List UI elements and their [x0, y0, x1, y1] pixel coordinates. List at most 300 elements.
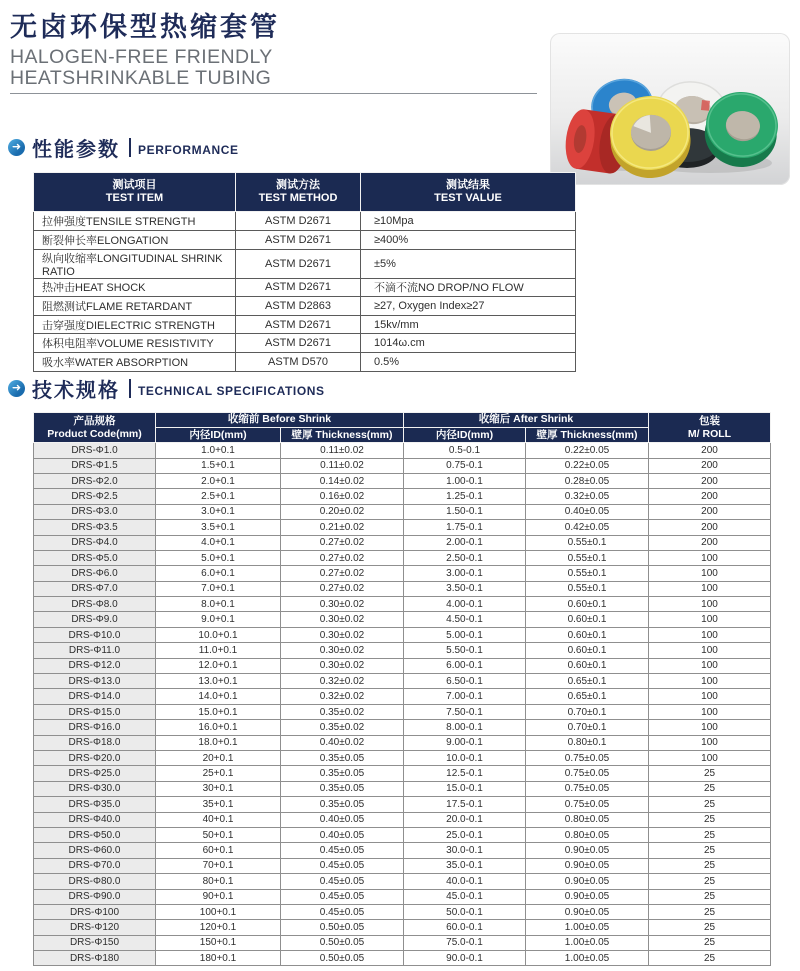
- specification-cell: 30+0.1: [156, 781, 281, 796]
- specification-cell: 2.0+0.1: [156, 473, 281, 488]
- specification-row: [34, 935, 771, 950]
- specification-cell: 200: [649, 458, 771, 473]
- specification-cell: 0.32±0.02: [281, 689, 404, 704]
- performance-row: [34, 278, 576, 297]
- specification-cell: 9.0+0.1: [156, 612, 281, 627]
- specification-cell: 100: [649, 674, 771, 689]
- specification-cell: 0.90±0.05: [526, 874, 649, 889]
- specification-cell: 35.0-0.1: [404, 858, 526, 873]
- specification-row: [34, 658, 771, 673]
- specification-cell: 12.0+0.1: [156, 658, 281, 673]
- specification-cell: 0.40±0.05: [526, 504, 649, 519]
- specification-cell: 100: [649, 597, 771, 612]
- specification-row: [34, 489, 771, 504]
- col-before-thickness: 壁厚 Thickness(mm): [281, 428, 404, 443]
- specification-cell: 200: [649, 504, 771, 519]
- specification-cell: 5.00-0.1: [404, 627, 526, 642]
- performance-cell: ASTM D2863: [236, 297, 361, 316]
- performance-cell: ≥400%: [361, 230, 576, 249]
- specification-cell: 100: [649, 689, 771, 704]
- specification-cell: 25: [649, 874, 771, 889]
- specification-cell: DRS-Φ7.0: [34, 581, 156, 596]
- specification-cell: 0.21±0.02: [281, 520, 404, 535]
- specification-cell: 10.0+0.1: [156, 627, 281, 642]
- col-before-id: 内径ID(mm): [156, 428, 281, 443]
- specification-cell: DRS-Φ15.0: [34, 704, 156, 719]
- specification-cell: DRS-Φ11.0: [34, 643, 156, 658]
- specification-cell: 40+0.1: [156, 812, 281, 827]
- specification-row: [34, 627, 771, 642]
- performance-row: [34, 352, 576, 371]
- specification-cell: DRS-Φ180: [34, 951, 156, 966]
- specification-cell: 14.0+0.1: [156, 689, 281, 704]
- specification-cell: DRS-Φ1.0: [34, 443, 156, 458]
- performance-cell: ≥27, Oxygen Index≥27: [361, 297, 576, 316]
- performance-cell: ASTM D570: [236, 352, 361, 371]
- specification-cell: 0.27±0.02: [281, 550, 404, 565]
- specification-cell: 7.00-0.1: [404, 689, 526, 704]
- specification-cell: 100: [649, 643, 771, 658]
- specification-cell: 200: [649, 443, 771, 458]
- specification-cell: 0.75-0.1: [404, 458, 526, 473]
- performance-table-body: [34, 212, 576, 371]
- specification-cell: 100: [649, 566, 771, 581]
- specification-cell: 0.40±0.02: [281, 735, 404, 750]
- specification-cell: 1.00±0.05: [526, 935, 649, 950]
- specification-cell: 100+0.1: [156, 904, 281, 919]
- specification-row: [34, 797, 771, 812]
- specification-cell: 25: [649, 781, 771, 796]
- specification-cell: 0.70±0.1: [526, 720, 649, 735]
- specification-cell: 0.30±0.02: [281, 627, 404, 642]
- specification-cell: DRS-Φ14.0: [34, 689, 156, 704]
- specification-cell: 100: [649, 550, 771, 565]
- specification-cell: 0.27±0.02: [281, 581, 404, 596]
- specification-row: [34, 535, 771, 550]
- performance-cell: ASTM D2671: [236, 230, 361, 249]
- specification-cell: 100: [649, 627, 771, 642]
- performance-cell: 纵向收缩率LONGITUDINAL SHRINK RATIO: [34, 249, 236, 278]
- performance-section-header: [8, 133, 588, 162]
- specification-cell: DRS-Φ6.0: [34, 566, 156, 581]
- specification-cell: 9.00-0.1: [404, 735, 526, 750]
- specification-cell: 0.35±0.05: [281, 781, 404, 796]
- specification-cell: 25: [649, 843, 771, 858]
- specification-cell: 100: [649, 751, 771, 766]
- specification-row: [34, 735, 771, 750]
- specification-cell: 100: [649, 612, 771, 627]
- performance-cell: 击穿强度DIELECTRIC STRENGTH: [34, 315, 236, 334]
- specification-cell: 11.0+0.1: [156, 643, 281, 658]
- specification-cell: 0.55±0.1: [526, 550, 649, 565]
- specification-cell: 0.35±0.02: [281, 720, 404, 735]
- specification-row: [34, 550, 771, 565]
- specification-cell: 4.00-0.1: [404, 597, 526, 612]
- col-after-id: 内径ID(mm): [404, 428, 526, 443]
- specification-cell: 0.40±0.05: [281, 812, 404, 827]
- specification-row: [34, 581, 771, 596]
- specification-cell: 0.70±0.1: [526, 704, 649, 719]
- specification-cell: 7.0+0.1: [156, 581, 281, 596]
- specification-cell: 50.0-0.1: [404, 904, 526, 919]
- specification-cell: 45.0-0.1: [404, 889, 526, 904]
- specification-row: [34, 720, 771, 735]
- specification-cell: 0.75±0.05: [526, 781, 649, 796]
- col-test-value: 测试结果 TEST VALUE: [361, 173, 576, 212]
- specification-cell: DRS-Φ40.0: [34, 812, 156, 827]
- specification-cell: 90+0.1: [156, 889, 281, 904]
- col-after-thickness: 壁厚 Thickness(mm): [526, 428, 649, 443]
- specification-cell: 1.5+0.1: [156, 458, 281, 473]
- specification-cell: DRS-Φ8.0: [34, 597, 156, 612]
- specification-cell: 0.14±0.02: [281, 473, 404, 488]
- specification-row: [34, 597, 771, 612]
- specification-cell: 10.0-0.1: [404, 751, 526, 766]
- performance-row: [34, 230, 576, 249]
- specification-cell: 0.11±0.02: [281, 458, 404, 473]
- performance-cell: 拉伸强度TENSILE STRENGTH: [34, 212, 236, 231]
- specification-cell: DRS-Φ70.0: [34, 858, 156, 873]
- specifications-table: [33, 412, 771, 966]
- specification-cell: 0.20±0.02: [281, 504, 404, 519]
- specification-cell: 7.50-0.1: [404, 704, 526, 719]
- specification-cell: 0.35±0.05: [281, 797, 404, 812]
- performance-cell: 热冲击HEAT SHOCK: [34, 278, 236, 297]
- page-header: [10, 12, 550, 94]
- specification-cell: 1.0+0.1: [156, 443, 281, 458]
- specification-cell: 0.80±0.05: [526, 827, 649, 842]
- specification-row: [34, 612, 771, 627]
- performance-cell: 断裂伸长率ELONGATION: [34, 230, 236, 249]
- specification-cell: 25.0-0.1: [404, 827, 526, 842]
- specification-row: [34, 458, 771, 473]
- specification-row: [34, 520, 771, 535]
- specifications-table-head: [34, 413, 771, 443]
- specification-row: [34, 566, 771, 581]
- specification-cell: 1.00±0.05: [526, 920, 649, 935]
- performance-cell: ASTM D2671: [236, 249, 361, 278]
- specifications-title-zh: 技术规格: [32, 380, 120, 402]
- specifications-title-en: TECHNICAL SPECIFICATIONS: [138, 383, 325, 398]
- specification-cell: 3.00-0.1: [404, 566, 526, 581]
- specification-cell: DRS-Φ2.0: [34, 473, 156, 488]
- specification-cell: 0.90±0.05: [526, 889, 649, 904]
- specification-cell: DRS-Φ30.0: [34, 781, 156, 796]
- specification-cell: 0.45±0.05: [281, 843, 404, 858]
- performance-row: [34, 249, 576, 278]
- specification-cell: 0.60±0.1: [526, 658, 649, 673]
- specification-cell: 0.90±0.05: [526, 843, 649, 858]
- performance-table-head: [34, 173, 576, 212]
- specification-cell: 0.50±0.05: [281, 935, 404, 950]
- performance-cell: 体积电阻率VOLUME RESISTIVITY: [34, 334, 236, 353]
- specification-cell: 0.60±0.1: [526, 643, 649, 658]
- specification-cell: 0.75±0.05: [526, 797, 649, 812]
- col-group-before-shrink: 收缩前 Before Shrink: [156, 413, 404, 428]
- performance-cell: ≥10Mpa: [361, 212, 576, 231]
- specification-cell: 100: [649, 720, 771, 735]
- specification-cell: 0.60±0.1: [526, 612, 649, 627]
- specification-cell: 60.0-0.1: [404, 920, 526, 935]
- performance-cell: 15kv/mm: [361, 315, 576, 334]
- specification-cell: 0.27±0.02: [281, 566, 404, 581]
- section-title-divider: [129, 138, 131, 157]
- specification-cell: 17.5-0.1: [404, 797, 526, 812]
- specification-cell: 0.30±0.02: [281, 643, 404, 658]
- specification-cell: 150+0.1: [156, 935, 281, 950]
- specification-row: [34, 689, 771, 704]
- specification-cell: 2.5+0.1: [156, 489, 281, 504]
- page-subtitle-line2: HEATSHRINKABLE TUBING: [10, 66, 272, 89]
- specification-cell: 0.65±0.1: [526, 674, 649, 689]
- specification-cell: 100: [649, 704, 771, 719]
- specification-cell: 25+0.1: [156, 766, 281, 781]
- specification-cell: 0.45±0.05: [281, 904, 404, 919]
- performance-section: [8, 133, 588, 372]
- specifications-section-header: [8, 374, 798, 403]
- specification-row: [34, 889, 771, 904]
- specification-cell: 25: [649, 935, 771, 950]
- specification-cell: 70+0.1: [156, 858, 281, 873]
- performance-cell: ±5%: [361, 249, 576, 278]
- specification-cell: 200: [649, 489, 771, 504]
- performance-row: [34, 212, 576, 231]
- specification-cell: 25: [649, 827, 771, 842]
- specification-row: [34, 443, 771, 458]
- specification-cell: 1.00±0.05: [526, 951, 649, 966]
- specification-row: [34, 874, 771, 889]
- specification-cell: 20+0.1: [156, 751, 281, 766]
- performance-title-zh: 性能参数: [32, 139, 120, 161]
- specification-cell: DRS-Φ20.0: [34, 751, 156, 766]
- specification-cell: DRS-Φ4.0: [34, 535, 156, 550]
- specification-cell: 0.35±0.05: [281, 751, 404, 766]
- specification-cell: 0.75±0.05: [526, 751, 649, 766]
- specification-cell: DRS-Φ5.0: [34, 550, 156, 565]
- col-test-item: 测试项目 TEST ITEM: [34, 173, 236, 212]
- specification-cell: 80+0.1: [156, 874, 281, 889]
- performance-row: [34, 297, 576, 316]
- performance-cell: 吸水率WATER ABSORPTION: [34, 352, 236, 371]
- specification-row: [34, 781, 771, 796]
- specification-cell: DRS-Φ3.5: [34, 520, 156, 535]
- col-test-method: 测试方法 TEST METHOD: [236, 173, 361, 212]
- specification-cell: 0.55±0.1: [526, 581, 649, 596]
- specification-cell: 18.0+0.1: [156, 735, 281, 750]
- performance-row: [34, 315, 576, 334]
- section-title-divider: [129, 379, 131, 398]
- specification-cell: DRS-Φ13.0: [34, 674, 156, 689]
- specification-cell: 0.11±0.02: [281, 443, 404, 458]
- performance-cell: 不滴不流NO DROP/NO FLOW: [361, 278, 576, 297]
- arrow-circle-icon: ➜: [8, 380, 25, 397]
- specifications-section: [8, 374, 798, 966]
- specification-cell: 1.00-0.1: [404, 473, 526, 488]
- performance-cell: ASTM D2671: [236, 212, 361, 231]
- specification-cell: 200: [649, 473, 771, 488]
- performance-cell: 1014ω.cm: [361, 334, 576, 353]
- specification-cell: DRS-Φ18.0: [34, 735, 156, 750]
- specification-cell: 0.30±0.02: [281, 658, 404, 673]
- specification-cell: 200: [649, 520, 771, 535]
- specification-cell: 0.16±0.02: [281, 489, 404, 504]
- specification-cell: 0.55±0.1: [526, 566, 649, 581]
- specification-cell: 0.75±0.05: [526, 766, 649, 781]
- specification-cell: 0.35±0.05: [281, 766, 404, 781]
- specification-cell: 0.45±0.05: [281, 874, 404, 889]
- specification-cell: 0.42±0.05: [526, 520, 649, 535]
- specification-row: [34, 920, 771, 935]
- performance-cell: ASTM D2671: [236, 315, 361, 334]
- specification-cell: 16.0+0.1: [156, 720, 281, 735]
- specification-cell: 180+0.1: [156, 951, 281, 966]
- specification-cell: 8.00-0.1: [404, 720, 526, 735]
- performance-cell: ASTM D2671: [236, 278, 361, 297]
- specification-cell: 25: [649, 889, 771, 904]
- specification-cell: 0.90±0.05: [526, 904, 649, 919]
- specification-cell: DRS-Φ50.0: [34, 827, 156, 842]
- specification-row: [34, 843, 771, 858]
- specification-row: [34, 812, 771, 827]
- specification-row: [34, 858, 771, 873]
- specification-cell: 0.45±0.05: [281, 858, 404, 873]
- specification-cell: DRS-Φ60.0: [34, 843, 156, 858]
- specification-row: [34, 751, 771, 766]
- specification-cell: 3.0+0.1: [156, 504, 281, 519]
- page-title: 无卤环保型热缩套管: [10, 12, 280, 42]
- specification-cell: 1.75-0.1: [404, 520, 526, 535]
- specification-cell: 8.0+0.1: [156, 597, 281, 612]
- specification-cell: 12.5-0.1: [404, 766, 526, 781]
- specification-cell: 25: [649, 812, 771, 827]
- specifications-table-body: [34, 443, 771, 966]
- specification-cell: 0.28±0.05: [526, 473, 649, 488]
- specification-cell: 6.50-0.1: [404, 674, 526, 689]
- col-roll: 包装 M/ ROLL: [649, 413, 771, 443]
- specification-cell: 60+0.1: [156, 843, 281, 858]
- performance-cell: 0.5%: [361, 352, 576, 371]
- specification-cell: 0.80±0.05: [526, 812, 649, 827]
- specification-cell: 25: [649, 797, 771, 812]
- specification-cell: 100: [649, 735, 771, 750]
- specification-cell: DRS-Φ80.0: [34, 874, 156, 889]
- specification-cell: 6.0+0.1: [156, 566, 281, 581]
- specification-cell: 120+0.1: [156, 920, 281, 935]
- specification-cell: 75.0-0.1: [404, 935, 526, 950]
- specification-row: [34, 674, 771, 689]
- specification-row: [34, 766, 771, 781]
- performance-cell: 阻燃测试FLAME RETARDANT: [34, 297, 236, 316]
- specification-cell: 4.50-0.1: [404, 612, 526, 627]
- specification-cell: 90.0-0.1: [404, 951, 526, 966]
- specification-cell: 35+0.1: [156, 797, 281, 812]
- specification-cell: 0.65±0.1: [526, 689, 649, 704]
- specification-cell: DRS-Φ150: [34, 935, 156, 950]
- specification-row: [34, 704, 771, 719]
- specification-cell: 25: [649, 858, 771, 873]
- specification-cell: 0.32±0.02: [281, 674, 404, 689]
- specification-cell: 0.40±0.05: [281, 827, 404, 842]
- performance-row: [34, 334, 576, 353]
- specification-cell: DRS-Φ3.0: [34, 504, 156, 519]
- specification-cell: DRS-Φ100: [34, 904, 156, 919]
- specification-cell: 0.35±0.02: [281, 704, 404, 719]
- page-subtitle-line1: HALOGEN-FREE FRIENDLY: [10, 46, 273, 69]
- performance-table: [33, 172, 576, 372]
- specification-cell: 15.0-0.1: [404, 781, 526, 796]
- specification-cell: 1.25-0.1: [404, 489, 526, 504]
- specification-row: [34, 473, 771, 488]
- specification-cell: DRS-Φ90.0: [34, 889, 156, 904]
- specification-cell: 0.50±0.05: [281, 951, 404, 966]
- specification-cell: 100: [649, 658, 771, 673]
- specification-cell: 40.0-0.1: [404, 874, 526, 889]
- specification-cell: 0.45±0.05: [281, 889, 404, 904]
- specification-cell: 100: [649, 581, 771, 596]
- specification-cell: 2.50-0.1: [404, 550, 526, 565]
- specification-cell: DRS-Φ10.0: [34, 627, 156, 642]
- specification-cell: 0.80±0.1: [526, 735, 649, 750]
- specification-cell: 30.0-0.1: [404, 843, 526, 858]
- specification-cell: 0.60±0.1: [526, 627, 649, 642]
- specification-row: [34, 643, 771, 658]
- specification-row: [34, 504, 771, 519]
- specification-cell: 6.00-0.1: [404, 658, 526, 673]
- specification-cell: 3.5+0.1: [156, 520, 281, 535]
- specification-cell: 25: [649, 920, 771, 935]
- arrow-circle-icon: ➜: [8, 139, 25, 156]
- specification-cell: DRS-Φ1.5: [34, 458, 156, 473]
- specification-cell: 5.0+0.1: [156, 550, 281, 565]
- specification-cell: 25: [649, 951, 771, 966]
- specification-cell: DRS-Φ2.5: [34, 489, 156, 504]
- specification-cell: 25: [649, 904, 771, 919]
- specification-row: [34, 904, 771, 919]
- specification-cell: DRS-Φ16.0: [34, 720, 156, 735]
- specification-cell: 0.55±0.1: [526, 535, 649, 550]
- specification-row: [34, 827, 771, 842]
- col-group-after-shrink: 收缩后 After Shrink: [404, 413, 649, 428]
- specification-cell: 0.22±0.05: [526, 443, 649, 458]
- specification-cell: 50+0.1: [156, 827, 281, 842]
- specification-cell: 0.30±0.02: [281, 612, 404, 627]
- specification-cell: 1.50-0.1: [404, 504, 526, 519]
- specification-cell: 0.90±0.05: [526, 858, 649, 873]
- col-product-code: 产品规格 Product Code(mm): [34, 413, 156, 443]
- specification-cell: 0.27±0.02: [281, 535, 404, 550]
- specification-cell: 4.0+0.1: [156, 535, 281, 550]
- specification-cell: DRS-Φ9.0: [34, 612, 156, 627]
- performance-cell: ASTM D2671: [236, 334, 361, 353]
- specification-cell: 15.0+0.1: [156, 704, 281, 719]
- specification-cell: DRS-Φ25.0: [34, 766, 156, 781]
- header-divider: [10, 93, 537, 94]
- specification-cell: 25: [649, 766, 771, 781]
- specification-cell: 20.0-0.1: [404, 812, 526, 827]
- specification-cell: 0.60±0.1: [526, 597, 649, 612]
- performance-title-en: PERFORMANCE: [138, 142, 239, 157]
- specification-cell: 0.32±0.05: [526, 489, 649, 504]
- specification-row: [34, 951, 771, 966]
- specification-cell: 0.22±0.05: [526, 458, 649, 473]
- specification-cell: 13.0+0.1: [156, 674, 281, 689]
- specification-cell: 0.50±0.05: [281, 920, 404, 935]
- specification-cell: 200: [649, 535, 771, 550]
- page-subtitle: [10, 47, 550, 88]
- specification-cell: 0.5-0.1: [404, 443, 526, 458]
- specification-cell: 2.00-0.1: [404, 535, 526, 550]
- specification-cell: 5.50-0.1: [404, 643, 526, 658]
